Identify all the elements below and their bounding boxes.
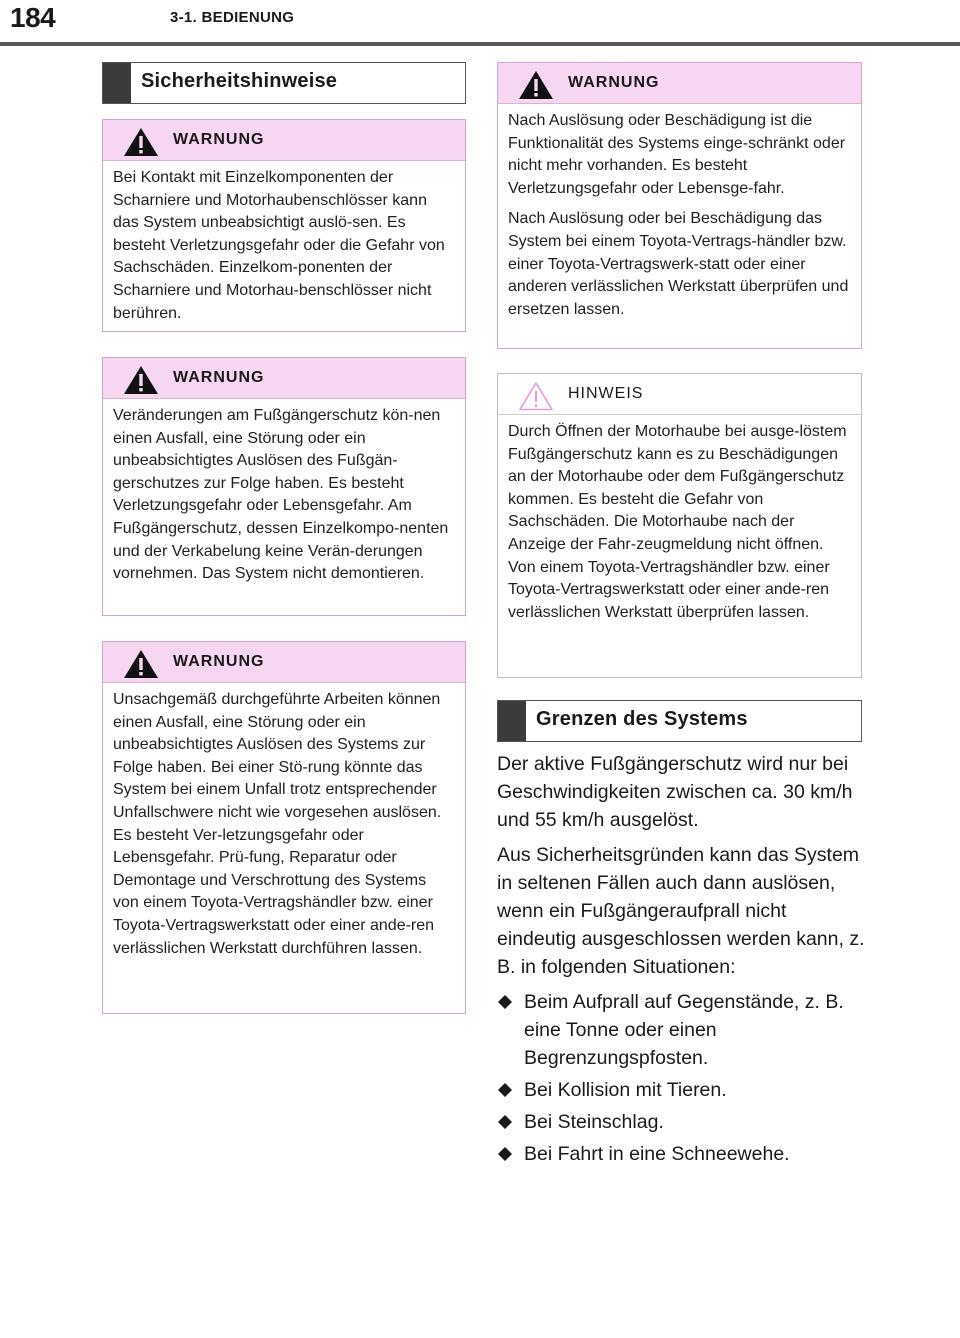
chapter-title: 3-1. BEDIENUNG (170, 9, 295, 26)
notice-triangle-outline-icon (518, 381, 554, 411)
warning-box-body (103, 399, 465, 596)
diamond-bullet-icon (498, 1115, 512, 1129)
bullet-list (497, 988, 867, 1168)
body-paragraph: Der aktive Fußgängerschutz wird nur bei Geschwindigkeiten zwischen ca. 30 km/h und 55 km/h ausgelöst. (497, 753, 853, 831)
list-item (497, 1076, 867, 1104)
list-item (497, 1108, 867, 1136)
warning-triangle-icon (123, 649, 159, 679)
list-item-text: Bei Fahrt in eine Schneewehe. (524, 1143, 790, 1165)
warning-text: Unsachgemäß durchgeführte Arbeiten können einen Ausfall, eine Störung oder ein unbeabsichtigtes Auslösen des Systems zur Folge haben. Bei einer Stö-rung könnte das System bei einem Unfall trotz entsprechender Unfallschwere nicht wie vorgesehen auslösen. Es besteht Ver-letzungsgefahr oder Lebensgefahr. Prü-fung, Reparatur oder Demontage und Verschrottung des Systems von einem Toyota-Vertragshändler bzw. einer Toyota-Vertragswerkstatt oder einer ande-ren verlässlichen Werkstatt durchführen lassen. (113, 691, 442, 957)
section-heading-bar (498, 701, 526, 741)
list-item-text: Bei Kollision mit Tieren. (524, 1079, 727, 1101)
notice-box-header (498, 374, 861, 415)
warning-box-header (103, 358, 465, 399)
warning-box-4 (497, 62, 862, 349)
notice-label: HINWEIS (568, 385, 644, 402)
warning-text: Veränderungen am Fußgängerschutz kön-nen einen Ausfall, eine Störung oder ein unbeabsichtigtes Auslösen des Fußgän-gerschutzes zur Folge haben. Es besteht Verletzungsgefahr oder Lebensgefahr. Am Fußgängerschutz, dessen Einzelkompo-nenten und der Verkabelung keine Verän-derungen vornehmen. Das System nicht demontieren. (113, 407, 449, 583)
list-item (497, 988, 867, 1072)
warning-triangle-icon (123, 127, 159, 157)
warning-box-3 (102, 641, 466, 1014)
warning-box-header (498, 63, 861, 104)
warning-triangle-icon (123, 365, 159, 395)
warning-box-header (103, 120, 465, 161)
warning-box-body (103, 683, 465, 970)
warning-text: Nach Auslösung oder bei Beschädigung das System bei einem Toyota-Vertrags-händler bzw. einer Toyota-Vertragswerk-statt oder einer anderen verlässlichen Werkstatt überprüfen und ersetzen lassen. (508, 210, 849, 318)
section-heading-text: Sicherheitshinweise (141, 70, 338, 92)
list-item (497, 1140, 867, 1168)
diamond-bullet-icon (498, 1147, 512, 1161)
notice-box (497, 373, 862, 678)
warning-label: WARNUNG (568, 74, 660, 91)
main-body-text (497, 750, 867, 1172)
notice-text: Durch Öffnen der Motorhaube bei ausge-löstem Fußgängerschutz kann es zu Beschädigungen an der Motorhaube oder dem Fußgängerschutz kommen. Es besteht die Gefahr von Sachschäden. Die Motorhaube nach der Anzeige der Fahr-zeugmeldung nicht öffnen. Von einem Toyota-Vertragshändler bzw. einer Toyota-Vertragswerkstatt oder einer ande-ren verlässlichen Werkstatt überprüfen lassen. (508, 423, 847, 621)
warning-box-header (103, 642, 465, 683)
list-item-text: Beim Aufprall auf Gegenstände, z. B. eine Tonne oder einen Begrenzungspfosten. (524, 991, 844, 1069)
page-number: 184 (10, 2, 56, 33)
notice-box-body (498, 415, 861, 634)
warning-label: WARNUNG (173, 653, 265, 670)
warning-label: WARNUNG (173, 369, 265, 386)
warning-label: WARNUNG (173, 131, 265, 148)
diamond-bullet-icon (498, 1083, 512, 1097)
section-heading-text: Grenzen des Systems (536, 708, 748, 730)
warning-box-body (103, 161, 465, 335)
section-heading-sicherheitshinweise (102, 62, 466, 104)
header-rule (0, 42, 960, 46)
warning-text: Bei Kontakt mit Einzelkomponenten der Scharniere und Motorhaubenschlösser kann das System unbeabsichtigt auslö-sen. Es besteht Verletzungsgefahr oder die Gefahr von Sachschäden. Einzelkom-ponenten der Scharniere und Motorhau-benschlösser nicht berühren. (113, 169, 445, 322)
warning-box-2 (102, 357, 466, 616)
diamond-bullet-icon (498, 995, 512, 1009)
warning-text: Nach Auslösung oder Beschädigung ist die Funktionalität des Systems einge-schränkt oder nicht mehr vorhanden. Es besteht Verletzungsgefahr oder Lebensge-fahr. (508, 112, 846, 197)
body-paragraph: Aus Sicherheitsgründen kann das System in seltenen Fällen auch dann auslösen, wenn ein Fußgängeraufprall nicht eindeutig ausgeschlossen werden kann, z. B. in folgenden Situationen: (497, 844, 865, 978)
section-heading-grenzen (497, 700, 862, 742)
warning-box-body (498, 104, 861, 331)
warning-box-1 (102, 119, 466, 332)
section-heading-bar (103, 63, 131, 103)
warning-triangle-icon (518, 70, 554, 100)
list-item-text: Bei Steinschlag. (524, 1111, 664, 1133)
